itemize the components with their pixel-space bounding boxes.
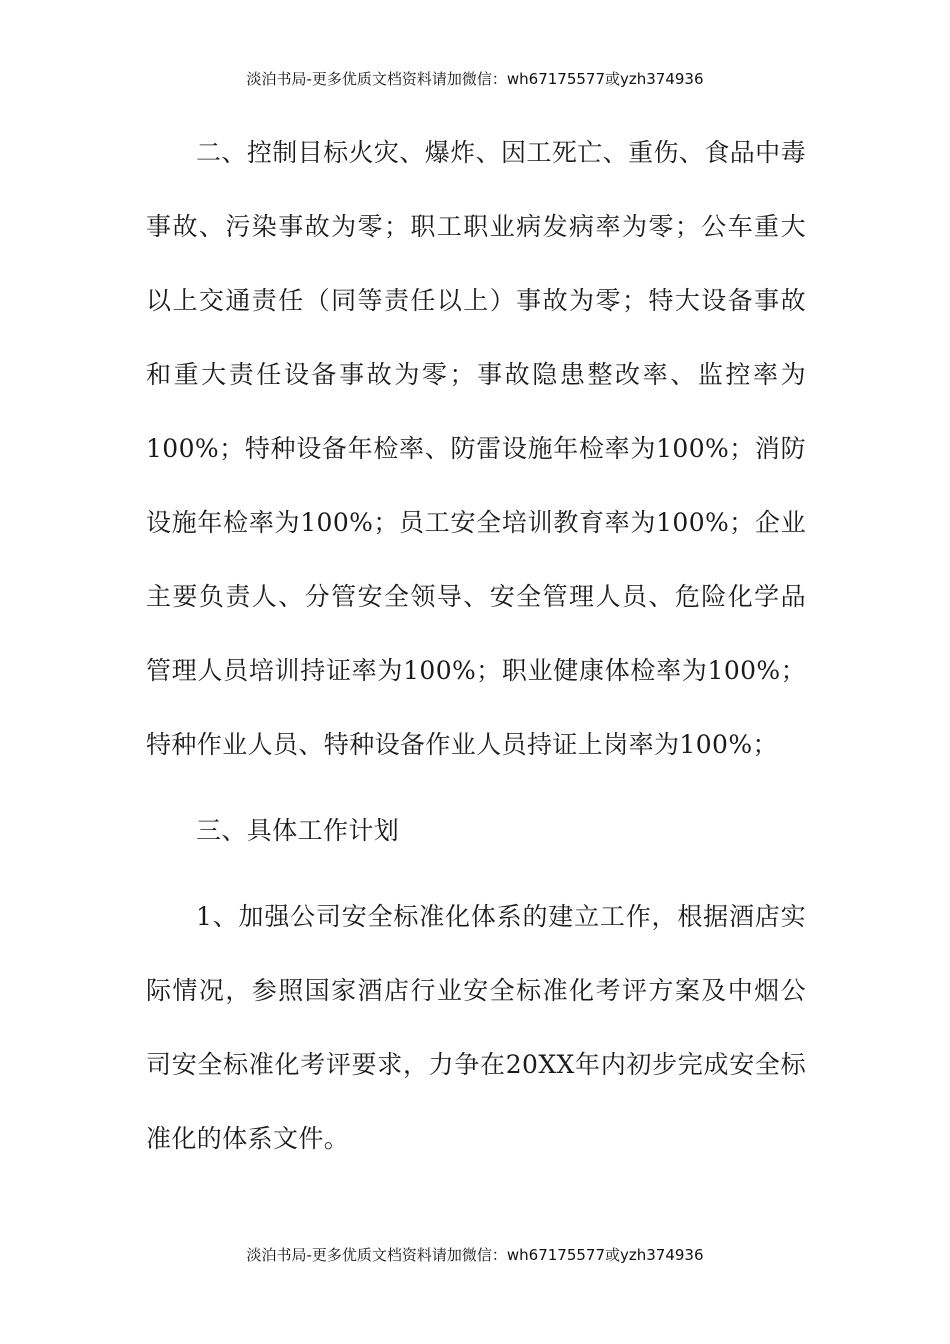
paragraph-plan-item-1: 1、加强公司安全标准化体系的建立工作，根据酒店实际情况，参照国家酒店行业安全标准化考评方案及中烟公司安全标准化考评要求，力争在20XX年内初步完成安全标准化的体系文件。 <box>146 902 806 1153</box>
document-body <box>146 116 806 1176</box>
page-header-watermark: 淡泊书局-更多优质文档资料请加微信：wh67175577或yzh374936 <box>246 70 704 88</box>
section-heading-work-plan: 三、具体工作计划 <box>196 816 400 845</box>
page-footer-watermark: 淡泊书局-更多优质文档资料请加微信：wh67175577或yzh374936 <box>246 1246 704 1264</box>
paragraph-control-targets: 二、控制目标火灾、爆炸、因工死亡、重伤、食品中毒事故、污染事故为零；职工职业病发病率为零；公车重大以上交通责任（同等责任以上）事故为零；特大设备事故和重大责任设备事故为零；事故隐患整改率、监控率为100%；特种设备年检率、防雷设施年检率为100%；消防设施年检率为100%；员工安全培训教育率为100%；企业主要负责人、分管安全领导、安全管理人员、危险化学品管理人员培训持证率为100%；职业健康体检率为100%；特种作业人员、特种设备作业人员持证上岗率为100%； <box>146 138 806 759</box>
